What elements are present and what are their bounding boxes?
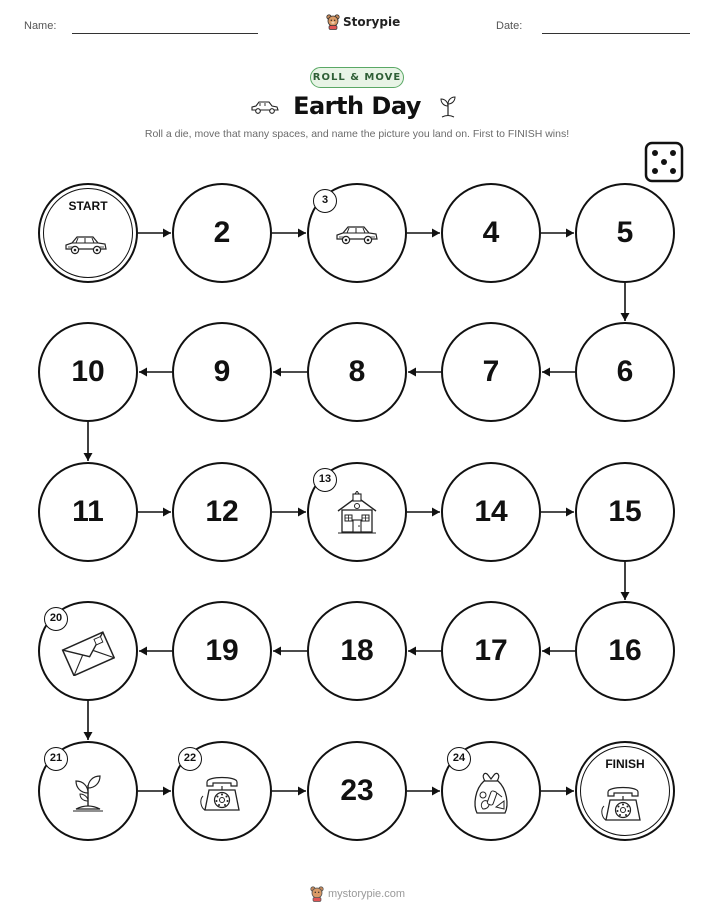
- board-space-12: [172, 462, 272, 562]
- arrow: [272, 787, 306, 796]
- arrow: [84, 422, 93, 461]
- space-number-tag: 24: [447, 747, 471, 771]
- finish-space: [575, 741, 675, 841]
- page-title: Earth Day: [293, 92, 421, 120]
- arrow: [272, 229, 306, 238]
- telephone-icon: [199, 772, 245, 818]
- space-number: 6: [616, 355, 634, 388]
- board-space-10: [38, 322, 138, 422]
- space-number: 5: [616, 216, 634, 249]
- finish-label: FINISH: [605, 757, 645, 771]
- board-space-18: [307, 601, 407, 701]
- board-space-4: [441, 183, 541, 283]
- board-space-8: [307, 322, 407, 422]
- space-number: 9: [213, 355, 231, 388]
- footer-url: mystorypie.com: [328, 888, 406, 900]
- arrow: [138, 229, 171, 238]
- space-number-tag: 22: [178, 747, 202, 771]
- space-number: 11: [72, 495, 104, 528]
- arrow: [138, 787, 171, 796]
- envelope-icon: [61, 630, 115, 680]
- arrow: [84, 701, 93, 740]
- arrow: [542, 647, 575, 656]
- space-number-tag: 13: [313, 468, 337, 492]
- board-space-24: [441, 741, 541, 841]
- space-number: 16: [608, 634, 642, 667]
- arrow: [408, 368, 441, 377]
- arrow: [541, 787, 574, 796]
- space-number-tag: 20: [44, 607, 68, 631]
- board-space-14: [441, 462, 541, 562]
- instructions: Roll a die, move that many spaces, and name the picture you land on. First to FINISH wins!: [144, 128, 570, 140]
- board-space-16: [575, 601, 675, 701]
- board-space-7: [441, 322, 541, 422]
- board-space-21: [38, 741, 138, 841]
- space-number: 19: [205, 634, 239, 667]
- seedling-icon: [70, 771, 106, 819]
- arrow: [408, 647, 441, 656]
- start-label: START: [68, 199, 108, 213]
- arrow: [541, 508, 574, 517]
- space-number: 4: [482, 216, 500, 249]
- board-space-13: [307, 462, 407, 562]
- board-space-22: [172, 741, 272, 841]
- board-space-3: [307, 183, 407, 283]
- arrow: [621, 562, 630, 600]
- board-space-15: [575, 462, 675, 562]
- arrow: [407, 508, 440, 517]
- space-number: 7: [482, 355, 500, 388]
- car-icon: [63, 231, 109, 263]
- space-number: 23: [340, 774, 374, 807]
- board-space-6: [575, 322, 675, 422]
- space-number-tag: 3: [313, 189, 337, 213]
- space-number: 15: [608, 495, 642, 528]
- arrow: [541, 229, 574, 238]
- board-space-5: [575, 183, 675, 283]
- footer: [310, 886, 405, 902]
- space-number: 12: [205, 495, 239, 528]
- recycling-bag-icon: [471, 769, 511, 821]
- telephone-icon: [600, 782, 646, 828]
- arrow: [407, 787, 440, 796]
- date-label: Date:: [496, 20, 523, 32]
- start-space: [38, 183, 138, 283]
- arrow: [138, 508, 171, 517]
- board-space-17: [441, 601, 541, 701]
- arrow: [272, 508, 306, 517]
- space-number: 10: [71, 355, 105, 388]
- board-space-2: [172, 183, 272, 283]
- space-number: 2: [213, 216, 231, 249]
- board-space-23: [307, 741, 407, 841]
- arrow: [621, 283, 630, 321]
- name-label: Name:: [24, 20, 57, 32]
- brand-name: Storypie: [343, 15, 401, 29]
- arrow: [542, 368, 575, 377]
- space-number: 18: [340, 634, 374, 667]
- board-space-9: [172, 322, 272, 422]
- space-number-tag: 21: [44, 747, 68, 771]
- space-number: 14: [474, 495, 508, 528]
- car-icon: [334, 221, 380, 253]
- bear-mascot-icon: [310, 886, 324, 902]
- board-space-20: [38, 601, 138, 701]
- arrow: [407, 229, 440, 238]
- space-number: 8: [348, 355, 366, 388]
- arrow: [273, 368, 307, 377]
- arrow: [139, 647, 172, 656]
- arrow: [139, 368, 172, 377]
- arrow: [273, 647, 307, 656]
- board-space-19: [172, 601, 272, 701]
- board-space-11: [38, 462, 138, 562]
- school-house-icon: [334, 491, 380, 541]
- space-number: 17: [474, 634, 508, 667]
- game-type-badge: ROLL & MOVE: [310, 67, 404, 88]
